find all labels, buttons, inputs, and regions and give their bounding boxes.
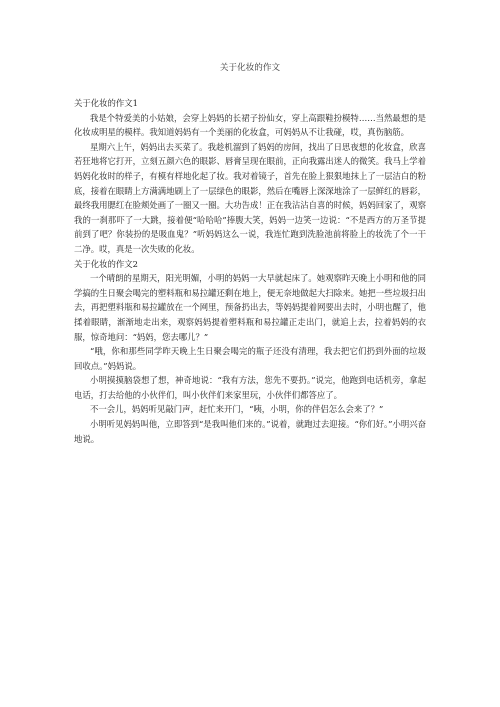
paragraph: 小明听见妈妈叫他，立即答到“是我叫他们来的。”说着，就跑过去迎接。“你们好。”小明兴奋地说。 bbox=[74, 419, 426, 444]
paragraph: 一个晴朗的星期天，阳光明媚，小明的妈妈一大早就起床了。她观察昨天晚上小明和他的同学搞的生日聚会喝完的塑料瓶和易拉罐还剩在地上，便无奈地做起大扫除来。她把一些垃圾扫出去，再把塑料瓶和易拉罐放在一个网里，预备扔出去，等妈妈提着网要出去时，小明也醒了，他揉着眼睛，渐渐地走出来，观察妈妈提着塑料瓶和易拉罐正走出门，就追上去，拉着妈妈的衣服，惊奇地问：“妈妈，您去哪儿？” bbox=[74, 273, 426, 342]
paragraph: 小明摸摸脑袋想了想，神奇地说：“我有方法，您先不要扔。”说完，他跑到电话机旁，拿起电话，打去给他的小伙伴们，叫小伙伴们来家里玩，小伙伴们都答应了。 bbox=[74, 375, 426, 400]
paragraph: “哦，你和那些同学昨天晚上生日聚会喝完的瓶子还没有清理，我去把它们扔到外面的垃圾回收点。”妈妈说。 bbox=[74, 346, 426, 371]
essay-section-2 bbox=[74, 257, 426, 447]
paragraph: 星期六上午，妈妈出去买菜了。我趁机溜到了妈妈的房间，找出了日思夜想的化妆盒，欣喜若狂地将它打开，立刻五颜六色的眼影、唇膏呈现在眼前，正向我露出迷人的微笑。我马上学着妈妈化妆时的样子，有模有样地化起了妆。我对着镜子，首先在脸上狠狠地抹上了一层洁白的粉底，接着在眼睛上方满满地刷上了一层绿色的眼影，然后在嘴唇上深深地涂了一层鲜红的唇彩，最终我用腮红在脸颊处画了一圈又一圈。大功告成！正在我沾沾自喜的时候，妈妈回家了，观察我的一刹那吓了一大跳，接着便“哈哈哈”捧腹大笑，妈妈一边笑一边说：“不是西方的万圣节提前到了吧？你装扮的是吸血鬼？”听妈妈这么一说，我连忙跑到洗脸池前将脸上的妆洗了个一干二净。哎，真是一次失败的化妆。 bbox=[74, 141, 426, 254]
paragraph: 不一会儿，妈妈听见敲门声，赶忙来开门，“咦，小明，你的伴侣怎么会来了？” bbox=[89, 404, 384, 415]
section-heading: 关于化妆的作文1 bbox=[74, 98, 138, 108]
paragraph: 我是个特爱美的小姑娘，会穿上妈妈的长裙子扮仙女，穿上高跟鞋扮模特……当然最想的是化妆成明星的模样。我知道妈妈有一个美丽的化妆盒，可妈妈从不让我碰，哎，真伤脑筋。 bbox=[74, 112, 426, 138]
essay-section-1 bbox=[74, 96, 426, 257]
document-title: 关于化妆的作文 bbox=[219, 63, 281, 73]
section-heading: 关于化妆的作文2 bbox=[74, 258, 138, 269]
